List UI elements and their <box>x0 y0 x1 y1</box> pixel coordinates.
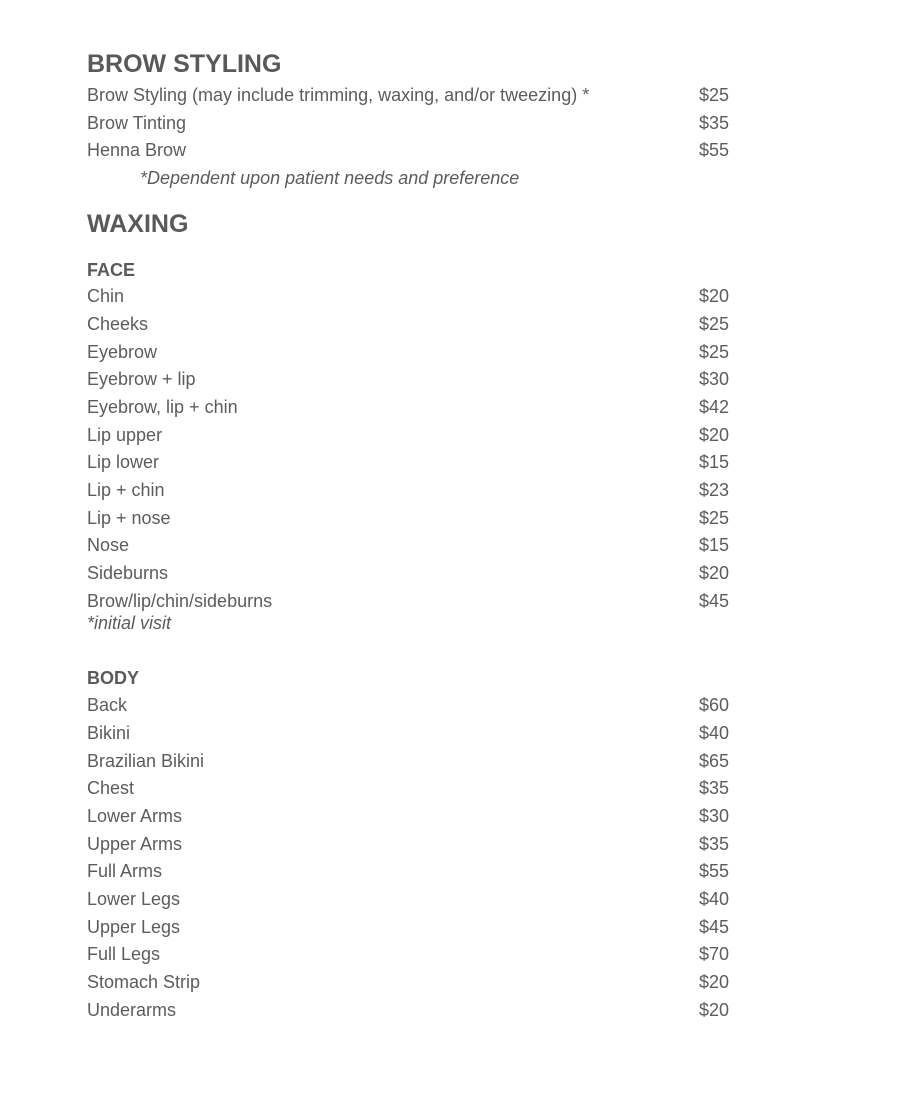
price-row <box>87 860 733 882</box>
service-name: Eyebrow, lip + chin <box>87 397 238 417</box>
service-price: $30 <box>699 369 730 389</box>
service-price: $42 <box>699 397 730 417</box>
face-subheading: FACE <box>87 260 136 280</box>
price-row <box>87 971 733 993</box>
service-name: Lip + nose <box>87 508 171 528</box>
service-name: Nose <box>87 535 130 555</box>
service-price: $45 <box>699 917 730 937</box>
price-row <box>87 112 733 134</box>
price-row <box>87 943 733 965</box>
service-name: Brazilian Bikini <box>87 751 205 771</box>
service-price: $40 <box>699 723 730 743</box>
price-row <box>87 722 733 744</box>
service-name: Eyebrow <box>87 342 158 362</box>
service-price: $25 <box>699 314 730 334</box>
initial-visit-note: *initial visit <box>87 613 172 633</box>
price-row <box>87 313 733 335</box>
price-row <box>87 451 733 473</box>
price-row <box>87 590 733 612</box>
price-row <box>87 694 733 716</box>
price-row <box>87 562 733 584</box>
price-row <box>87 888 733 910</box>
service-name: Underarms <box>87 1000 177 1020</box>
service-price: $35 <box>699 113 730 133</box>
service-name: Brow/lip/chin/sideburns <box>87 591 273 611</box>
price-row <box>87 84 733 106</box>
service-price: $25 <box>699 342 730 362</box>
price-row <box>87 424 733 446</box>
service-name: Full Legs <box>87 944 161 964</box>
price-row <box>87 805 733 827</box>
price-row <box>87 777 733 799</box>
service-price: $70 <box>699 944 730 964</box>
service-name: Full Arms <box>87 861 163 881</box>
service-name: Bikini <box>87 723 131 743</box>
service-name: Upper Legs <box>87 917 181 937</box>
service-price: $20 <box>699 1000 730 1020</box>
service-name: Lip upper <box>87 425 163 445</box>
price-row <box>87 396 733 418</box>
service-name: Back <box>87 695 128 715</box>
service-name: Lower Legs <box>87 889 181 909</box>
service-name: Brow Styling (may include trimming, waxing, and/or tweezing) * <box>87 85 590 105</box>
service-price: $15 <box>699 452 730 472</box>
price-row <box>87 833 733 855</box>
service-price: $55 <box>699 861 730 881</box>
service-price: $20 <box>699 286 730 306</box>
service-price: $60 <box>699 695 730 715</box>
price-row <box>87 750 733 772</box>
service-price: $25 <box>699 508 730 528</box>
service-price: $20 <box>699 972 730 992</box>
price-row <box>87 534 733 556</box>
service-name: Eyebrow + lip <box>87 369 196 389</box>
service-name: Chin <box>87 286 125 306</box>
service-price: $25 <box>699 85 730 105</box>
body-subheading: BODY <box>87 668 140 688</box>
service-price: $35 <box>699 778 730 798</box>
service-price: $20 <box>699 563 730 583</box>
service-name: Sideburns <box>87 563 169 583</box>
waxing-heading: WAXING <box>87 210 189 238</box>
service-name: Stomach Strip <box>87 972 201 992</box>
service-name: Cheeks <box>87 314 149 334</box>
brow-styling-footnote: *Dependent upon patient needs and preference <box>140 168 520 188</box>
service-name: Upper Arms <box>87 834 183 854</box>
service-name: Lip lower <box>87 452 160 472</box>
service-price: $45 <box>699 591 730 611</box>
service-name: Lower Arms <box>87 806 183 826</box>
price-row <box>87 368 733 390</box>
service-name: Henna Brow <box>87 140 187 160</box>
brow-styling-heading: BROW STYLING <box>87 50 282 78</box>
price-row <box>87 999 733 1021</box>
price-row <box>87 285 733 307</box>
service-price: $35 <box>699 834 730 854</box>
service-price: $55 <box>699 140 730 160</box>
service-name: Brow Tinting <box>87 113 187 133</box>
service-price: $65 <box>699 751 730 771</box>
service-name: Chest <box>87 778 135 798</box>
price-row <box>87 507 733 529</box>
service-price: $30 <box>699 806 730 826</box>
service-price: $23 <box>699 480 730 500</box>
price-row <box>87 916 733 938</box>
service-price: $40 <box>699 889 730 909</box>
service-price: $15 <box>699 535 730 555</box>
price-row <box>87 139 733 161</box>
service-name: Lip + chin <box>87 480 165 500</box>
price-row <box>87 479 733 501</box>
price-row <box>87 341 733 363</box>
service-price: $20 <box>699 425 730 445</box>
